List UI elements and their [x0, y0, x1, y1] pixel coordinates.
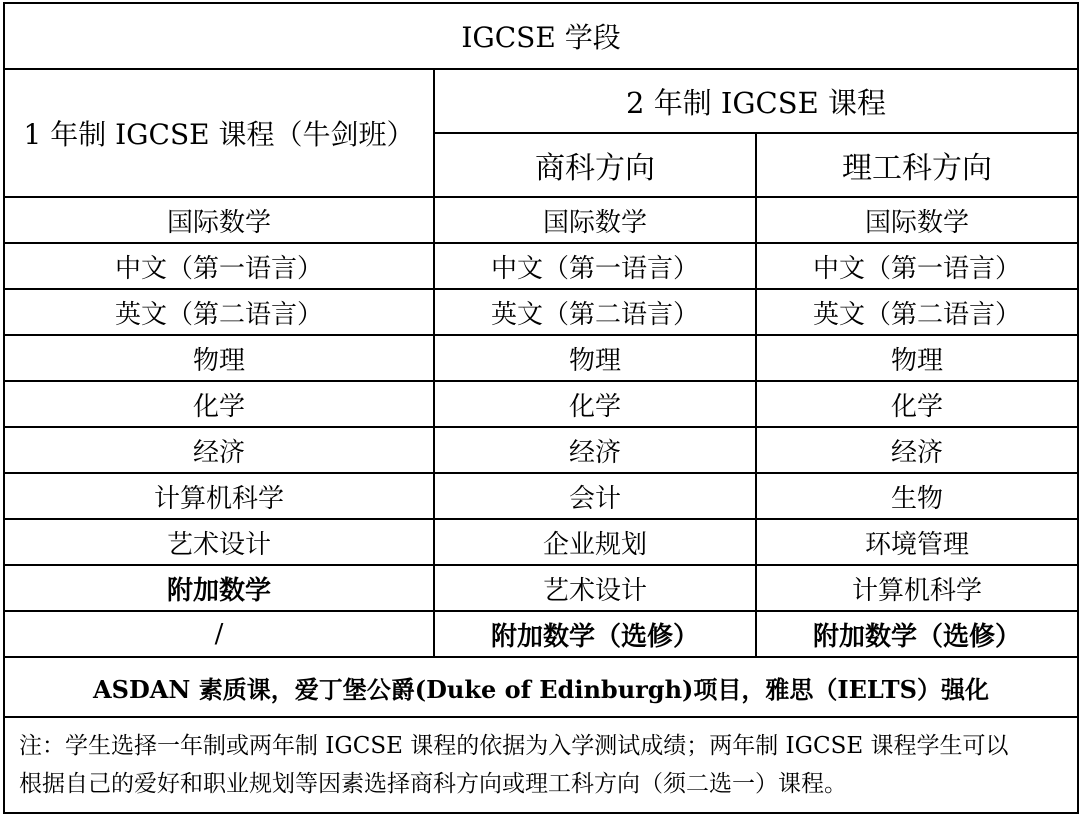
business-subject: 化学	[434, 381, 756, 427]
table-row	[4, 243, 1078, 289]
two-year-course-header: 2 年制 IGCSE 课程	[434, 69, 1078, 133]
business-subject: 中文（第一语言）	[434, 243, 756, 289]
table-row	[4, 427, 1078, 473]
business-subject: 企业规划	[434, 519, 756, 565]
business-subject: 经济	[434, 427, 756, 473]
table-title: IGCSE 学段	[4, 3, 1078, 69]
business-subject: 附加数学（选修）	[434, 611, 756, 657]
business-subject: 会计	[434, 473, 756, 519]
science-subject: 计算机科学	[756, 565, 1078, 611]
business-subject: 物理	[434, 335, 756, 381]
footnote-line: 注：学生选择一年制或两年制 IGCSE 课程的依据为入学测试成绩；两年制 IGCSE 课程学生可以	[19, 733, 1009, 759]
table-row	[4, 381, 1078, 427]
one-year-subject: 附加数学	[4, 565, 434, 611]
extra-programs: ASDAN 素质课，爱丁堡公爵(Duke of Edinburgh)项目，雅思（IELTS）强化	[4, 657, 1078, 717]
one-year-subject: 物理	[4, 335, 434, 381]
business-subject: 艺术设计	[434, 565, 756, 611]
one-year-subject: 经济	[4, 427, 434, 473]
science-subject: 化学	[756, 381, 1078, 427]
table-row	[4, 473, 1078, 519]
one-year-subject: 英文（第二语言）	[4, 289, 434, 335]
science-subject: 附加数学（选修）	[756, 611, 1078, 657]
science-subject: 中文（第一语言）	[756, 243, 1078, 289]
science-subject: 环境管理	[756, 519, 1078, 565]
science-subject: 经济	[756, 427, 1078, 473]
business-subject: 国际数学	[434, 197, 756, 243]
science-subject: 国际数学	[756, 197, 1078, 243]
science-track-header: 理工科方向	[756, 133, 1078, 197]
one-year-subject: 国际数学	[4, 197, 434, 243]
table-row	[4, 197, 1078, 243]
footnote-line: 根据自己的爱好和职业规划等因素选择商科方向或理工科方向（须二选一）课程。	[19, 771, 847, 797]
one-year-subject: 中文（第一语言）	[4, 243, 434, 289]
one-year-subject: /	[4, 611, 434, 657]
table-row	[4, 335, 1078, 381]
one-year-subject: 艺术设计	[4, 519, 434, 565]
science-subject: 英文（第二语言）	[756, 289, 1078, 335]
table-row	[4, 519, 1078, 565]
table-row	[4, 289, 1078, 335]
one-year-course-header: 1 年制 IGCSE 课程（牛剑班）	[4, 69, 434, 197]
table-row	[4, 565, 1078, 611]
table-row	[4, 611, 1078, 657]
footnote	[4, 717, 1078, 813]
science-subject: 生物	[756, 473, 1078, 519]
science-subject: 物理	[756, 335, 1078, 381]
business-track-header: 商科方向	[434, 133, 756, 197]
one-year-subject: 计算机科学	[4, 473, 434, 519]
one-year-subject: 化学	[4, 381, 434, 427]
igcse-course-table	[3, 2, 1079, 814]
business-subject: 英文（第二语言）	[434, 289, 756, 335]
